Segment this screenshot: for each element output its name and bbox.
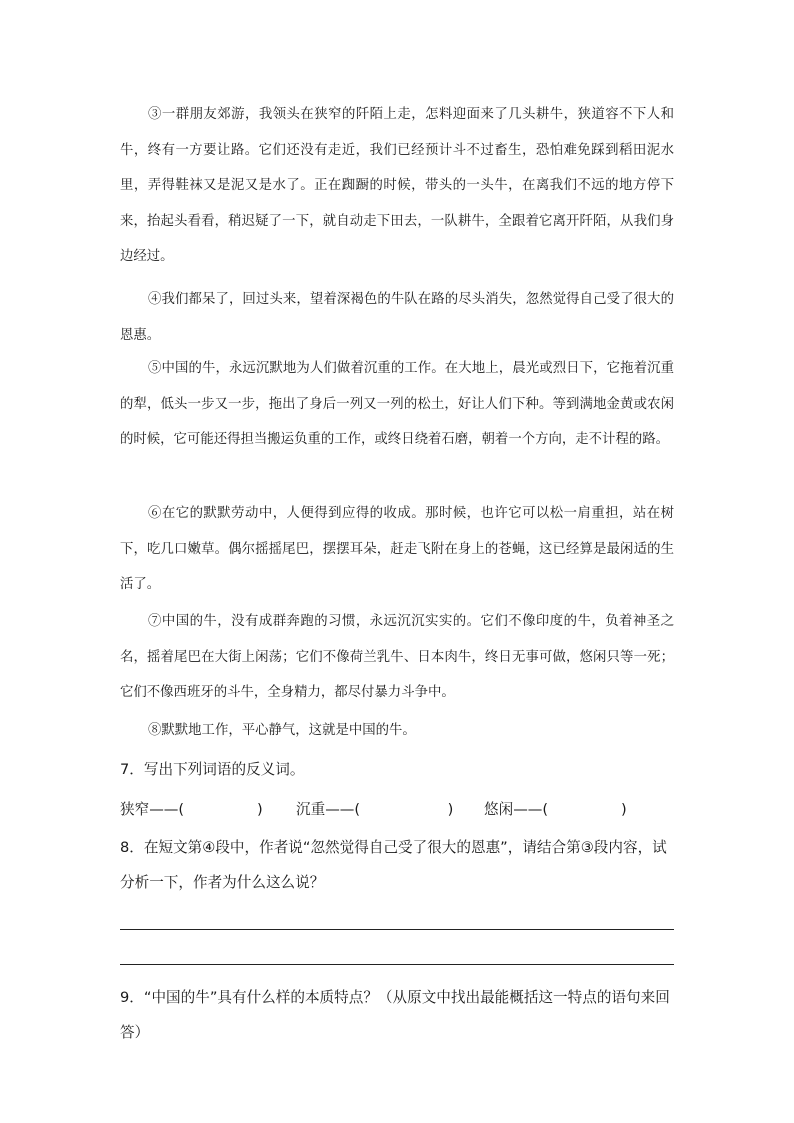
question-9: 9．“中国的牛”具有什么样的本质特点？（从原文中找出最能概括这一特点的语句来回答） (120, 989, 670, 1041)
paragraph-8: ⑧默默地工作，平心静气，这就是中国的牛。 (148, 723, 416, 738)
answer-line-1[interactable] (120, 929, 674, 930)
answer-line-2[interactable] (120, 964, 674, 965)
question-8: 8．在短文第④段中，作者说“忽然觉得自己受了很大的恩惠”，请结合第③段内容，试分析一下，作者为什么这么说？ (120, 839, 667, 891)
antonym-blank-leisurely[interactable]: 悠闲——( ) (484, 801, 627, 818)
question-7: 7．写出下列词语的反义词。 (120, 761, 305, 778)
paragraph-5: ⑤中国的牛，永远沉默地为人们做着沉重的工作。在大地上，晨光或烈日下，它拖着沉重的犁，低头一步又一步，拖出了身后一列又一列的松土，好让人们下种。等到满地金黄或农闲的时候，它可能还得担当搬运负重的工作，或终日绕着石磨，朝着一个方向，走不计程的路。 (120, 361, 674, 447)
antonym-blank-heavy[interactable]: 沉重——( ) (296, 801, 454, 818)
antonym-blank-narrow[interactable]: 狭窄——( ) (120, 801, 263, 818)
paragraph-7: ⑦中国的牛，没有成群奔跑的习惯，永远沉沉实实的。它们不像印度的牛，负着神圣之名，摇着尾巴在大街上闲荡；它们不像荷兰乳牛、日本肉牛，终日无事可做，悠闲只等一死；它们不像西班牙的斗牛，全身精力，都尽付暴力斗争中。 (120, 614, 674, 700)
paragraph-3: ③一群朋友郊游，我领头在狭窄的阡陌上走，怎料迎面来了几头耕牛，狭道容不下人和牛，终有一方要让路。它们还没有走近，我们已经预计斗不过畜生，恐怕难免踩到稻田泥水里，弄得鞋袜又是泥又是水了。正在踟蹰的时候，带头的一头牛，在离我们不远的地方停下来，抬起头看看，稍迟疑了一下，就自动走下田去，一队耕牛，全跟着它离开阡陌，从我们身边经过。 (120, 107, 674, 264)
paragraph-4: ④我们都呆了，回过头来，望着深褐色的牛队在路的尽头消失，忽然觉得自己受了很大的恩惠。 (120, 292, 674, 343)
question-7-blanks (120, 795, 680, 825)
paragraph-6: ⑥在它的默默劳动中，人便得到应得的收成。那时候，也许它可以松一肩重担，站在树下，吃几口嫩草。偶尔摇摇尾巴，摆摆耳朵，赶走飞附在身上的苍蝇，这已经算是最闲适的生活了。 (120, 506, 674, 592)
